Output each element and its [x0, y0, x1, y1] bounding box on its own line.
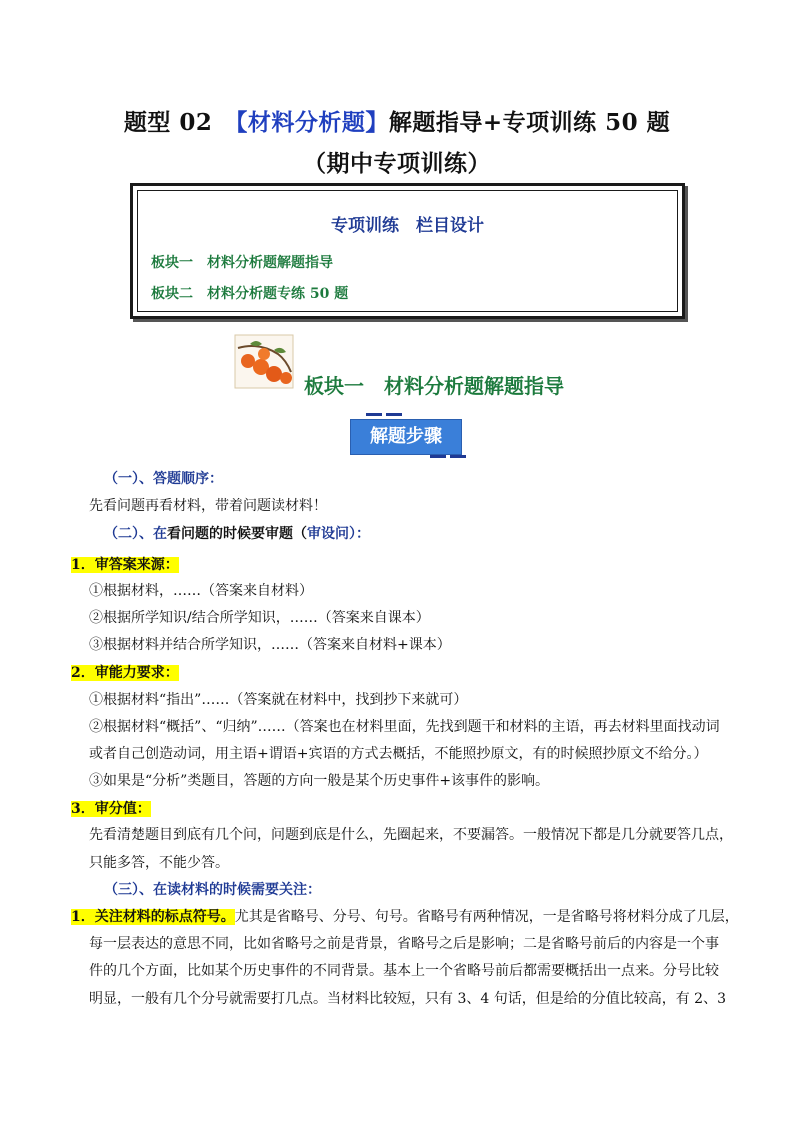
point1-item-a: ①根据材料，……（答案来自材料） — [89, 583, 313, 599]
section-header — [234, 334, 614, 398]
steps-badge-label: 解题步骤 — [350, 419, 462, 455]
point3-text-line1: 先看清楚题目到底有几个问，问题到底是什么，先圈起来，不要漏答。一般情况下都是几分就要答几点， — [89, 827, 733, 843]
point3-text-line2: 只能多答，不能少答。 — [89, 855, 229, 871]
document-title-line1 — [0, 104, 794, 137]
document-title-line2: （期中专项训练） — [303, 150, 491, 177]
section1-heading: （一）、答题顺序： — [104, 471, 223, 487]
item1-text-a: 尤其是省略号、分号、句号。省略号有两种情况，一是省略号将材料分成了几层， — [234, 909, 739, 925]
section2-heading — [104, 524, 370, 544]
toc-item-2: 板块二 材料分析题专练 50 题 — [151, 286, 349, 302]
title-prefix: 题型 02 — [123, 109, 213, 136]
steps-badge — [346, 411, 466, 461]
item1-line2: 每一层表达的意思不同，比如省略号之前是背景，省略号之后是影响；二是省略号前后的内容是一个事 — [89, 936, 719, 952]
toc-item-1: 板块一 材料分析题解题指导 — [151, 255, 333, 271]
item1-line4: 明显，一般有几个分号就需要打几点。当材料比较短，只有 3、4 句话，但是给的分值比较高，有 2、3 — [89, 991, 726, 1007]
point2-item-b-line1: ②根据材料“概括”、“归纳”……（答案也在材料里面，先找到题干和材料的主语，再去材料里面找动词 — [89, 719, 720, 735]
item1-line3: 件的几个方面，比如某个历史事件的不同背景。基本上一个省略号前后都需要概括出一点来。分号比较 — [89, 963, 719, 979]
point1-item-c: ③根据材料并结合所学知识，……（答案来自材料+课本） — [89, 637, 451, 653]
badge-decoration — [386, 413, 402, 416]
section2-heading-a: （二）、在 — [104, 526, 167, 542]
toc-inner-border — [137, 190, 678, 312]
point2-heading — [71, 663, 179, 683]
point3-heading-text: 3．审分值： — [71, 801, 151, 817]
point2-item-b-line2: 或者自己创造动词，用主语+谓语+宾语的方式去概括，不能照抄原文，有的时候照抄原文不给分。） — [89, 746, 708, 762]
badge-decoration — [450, 455, 466, 458]
badge-decoration — [430, 455, 446, 458]
title-topic: 【材料分析题】 — [235, 109, 389, 136]
section2-heading-b: 看问题的时候要审题（ — [167, 526, 307, 542]
badge-decoration — [366, 413, 382, 416]
point1-heading-text: 1．审答案来源： — [71, 557, 179, 573]
section-title: 板块一 材料分析题解题指导 — [304, 374, 564, 398]
point1-item-b: ②根据所学知识/结合所学知识，……（答案来自课本） — [89, 610, 430, 626]
section1-text: 先看问题再看材料，带着问题读材料！ — [89, 498, 327, 514]
toc-title: 专项训练 栏目设计 — [331, 216, 484, 236]
point2-heading-text: 2．审能力要求： — [71, 665, 179, 681]
point2-item-a: ①根据材料“指出”……（答案就在材料中，找到抄下来就可） — [89, 692, 468, 708]
point3-heading — [71, 799, 151, 819]
point1-heading — [71, 555, 179, 575]
item1-heading: 1．关注材料的标点符号。 — [71, 909, 235, 925]
point2-item-c: ③如果是“分析”类题目，答题的方向一般是某个历史事件+该事件的影响。 — [89, 773, 550, 789]
item1-line1 — [71, 907, 739, 927]
persimmon-branch-icon — [234, 334, 294, 389]
section2-heading-c: 审设问）： — [307, 526, 370, 542]
section3-heading: （三）、在读材料的时候需要关注： — [104, 882, 321, 898]
title-suffix: 解题指导+专项训练 50 题 — [388, 109, 671, 136]
toc-box — [130, 183, 685, 319]
